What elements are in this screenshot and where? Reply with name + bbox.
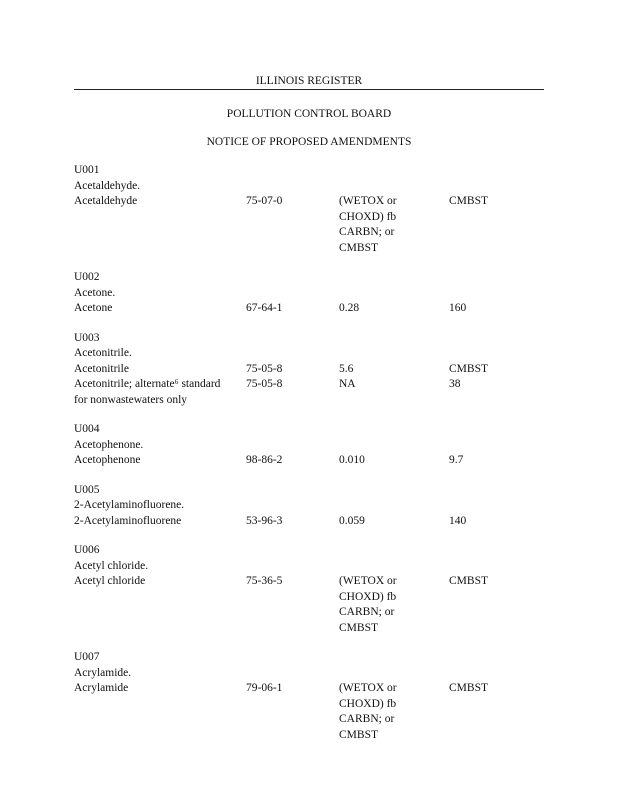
waste-title: Acetaldehyde.: [74, 179, 141, 192]
waste-code: U007: [74, 651, 100, 663]
constituent-name: [74, 453, 246, 469]
wastewater-standard: [339, 681, 449, 743]
waste-code-entry: [74, 422, 544, 469]
waste-code-entry: [74, 483, 544, 530]
wastewater-standard: [339, 301, 449, 317]
waste-title: Acetyl chloride.: [74, 559, 149, 572]
notice-title: NOTICE OF PROPOSED AMENDMENTS: [206, 136, 412, 148]
constituent-name-line: Acetone: [74, 302, 113, 314]
constituent-name-line: for nonwastewaters only: [74, 393, 188, 406]
board-title: POLLUTION CONTROL BOARD: [226, 108, 392, 120]
wastewater-standard: [339, 574, 449, 636]
wastewater-standard: [339, 453, 449, 469]
constituent-name-line: Acrylamide: [74, 682, 129, 694]
wastewater-standard-line: (WETOX or: [339, 195, 397, 207]
constituent-name: [74, 362, 246, 378]
wastewater-standard-line: CARBN; or: [339, 713, 395, 725]
wastewater-standard-line: CARBN; or: [339, 606, 395, 618]
nonwastewater-standard: 140: [449, 514, 467, 527]
wastewater-standard-line: CMBST: [339, 621, 378, 634]
nonwastewater-standard: 9.7: [449, 454, 464, 466]
constituent-name: [74, 574, 246, 636]
nonwastewater-standard: CMBST: [449, 362, 488, 375]
waste-code-entry: [74, 163, 544, 256]
wastewater-standard-line: CHOXD) fb: [339, 697, 397, 710]
constituent-row: [74, 377, 544, 408]
waste-code-entry: [74, 543, 544, 636]
nonwastewater-standard: 160: [449, 302, 467, 314]
wastewater-standard-line: CHOXD) fb: [339, 590, 397, 603]
waste-code-entry: [74, 270, 544, 317]
nonwastewater-standard: CMBST: [449, 195, 488, 207]
waste-code: U004: [74, 423, 100, 435]
waste-code: U003: [74, 331, 100, 344]
waste-title: Acrylamide.: [74, 666, 132, 679]
waste-code: U002: [74, 271, 100, 283]
constituent-name-line: 2-Acetylaminofluorene: [74, 514, 182, 527]
wastewater-standard-line: CHOXD) fb: [339, 210, 397, 223]
waste-title: 2-Acetylaminofluorene.: [74, 499, 185, 511]
nonwastewater-standard: CMBST: [449, 682, 488, 694]
nonwastewater-standard: 38: [449, 378, 461, 390]
constituent-name-line: Acetaldehyde: [74, 195, 138, 207]
wastewater-standard: [339, 362, 449, 378]
constituent-row: [74, 574, 544, 636]
waste-code-entry: [74, 650, 544, 743]
wastewater-standard-line: 0.059: [339, 514, 365, 527]
cas-number: 75-05-8: [246, 378, 283, 390]
cas-number: 98-86-2: [246, 454, 283, 466]
waste-code: U006: [74, 544, 100, 556]
constituent-name: [74, 301, 246, 317]
constituent-row: [74, 453, 544, 469]
wastewater-standard-line: 0.28: [339, 302, 360, 314]
nonwastewater-standard: CMBST: [449, 575, 488, 587]
wastewater-standard-line: CMBST: [339, 241, 378, 254]
cas-number: 75-05-8: [246, 362, 283, 375]
wastewater-standard-line: CARBN; or: [339, 226, 395, 238]
header-rule: [74, 89, 544, 90]
wastewater-standard: [339, 377, 449, 408]
waste-code: U001: [74, 164, 100, 176]
wastewater-standard-line: (WETOX or: [339, 682, 397, 694]
constituent-row: [74, 194, 544, 256]
wastewater-standard-line: (WETOX or: [339, 575, 397, 587]
waste-title: Acetone.: [74, 286, 116, 299]
constituent-name-line: Acetyl chloride: [74, 575, 146, 587]
constituent-row: [74, 301, 544, 317]
wastewater-standard: [339, 514, 449, 530]
register-title: ILLINOIS REGISTER: [255, 75, 363, 87]
constituent-row: [74, 514, 544, 530]
constituent-name: [74, 681, 246, 743]
waste-code: U005: [74, 483, 100, 496]
wastewater-standard: [339, 194, 449, 256]
constituent-name-line: Acetonitrile: [74, 362, 129, 375]
waste-title: Acetophenone.: [74, 438, 144, 451]
constituent-name: [74, 194, 246, 256]
waste-title: Acetonitrile.: [74, 347, 132, 359]
constituent-name: [74, 514, 246, 530]
constituent-name-line: Acetophenone: [74, 454, 141, 466]
constituent-row: [74, 362, 544, 378]
wastewater-standard-line: CMBST: [339, 728, 378, 741]
cas-number: 75-07-0: [246, 195, 283, 207]
constituent-name: [74, 377, 246, 408]
cas-number: 79-06-1: [246, 682, 283, 694]
constituent-name-line: Acetonitrile; alternate⁶ standard: [74, 378, 221, 390]
wastewater-standard-line: 0.010: [339, 454, 365, 466]
waste-code-list: [74, 163, 544, 757]
wastewater-standard-line: NA: [339, 378, 356, 390]
cas-number: 67-64-1: [246, 302, 283, 314]
cas-number: 53-96-3: [246, 514, 283, 527]
cas-number: 75-36-5: [246, 575, 283, 587]
waste-code-entry: [74, 331, 544, 409]
constituent-row: [74, 681, 544, 743]
wastewater-standard-line: 5.6: [339, 362, 354, 375]
